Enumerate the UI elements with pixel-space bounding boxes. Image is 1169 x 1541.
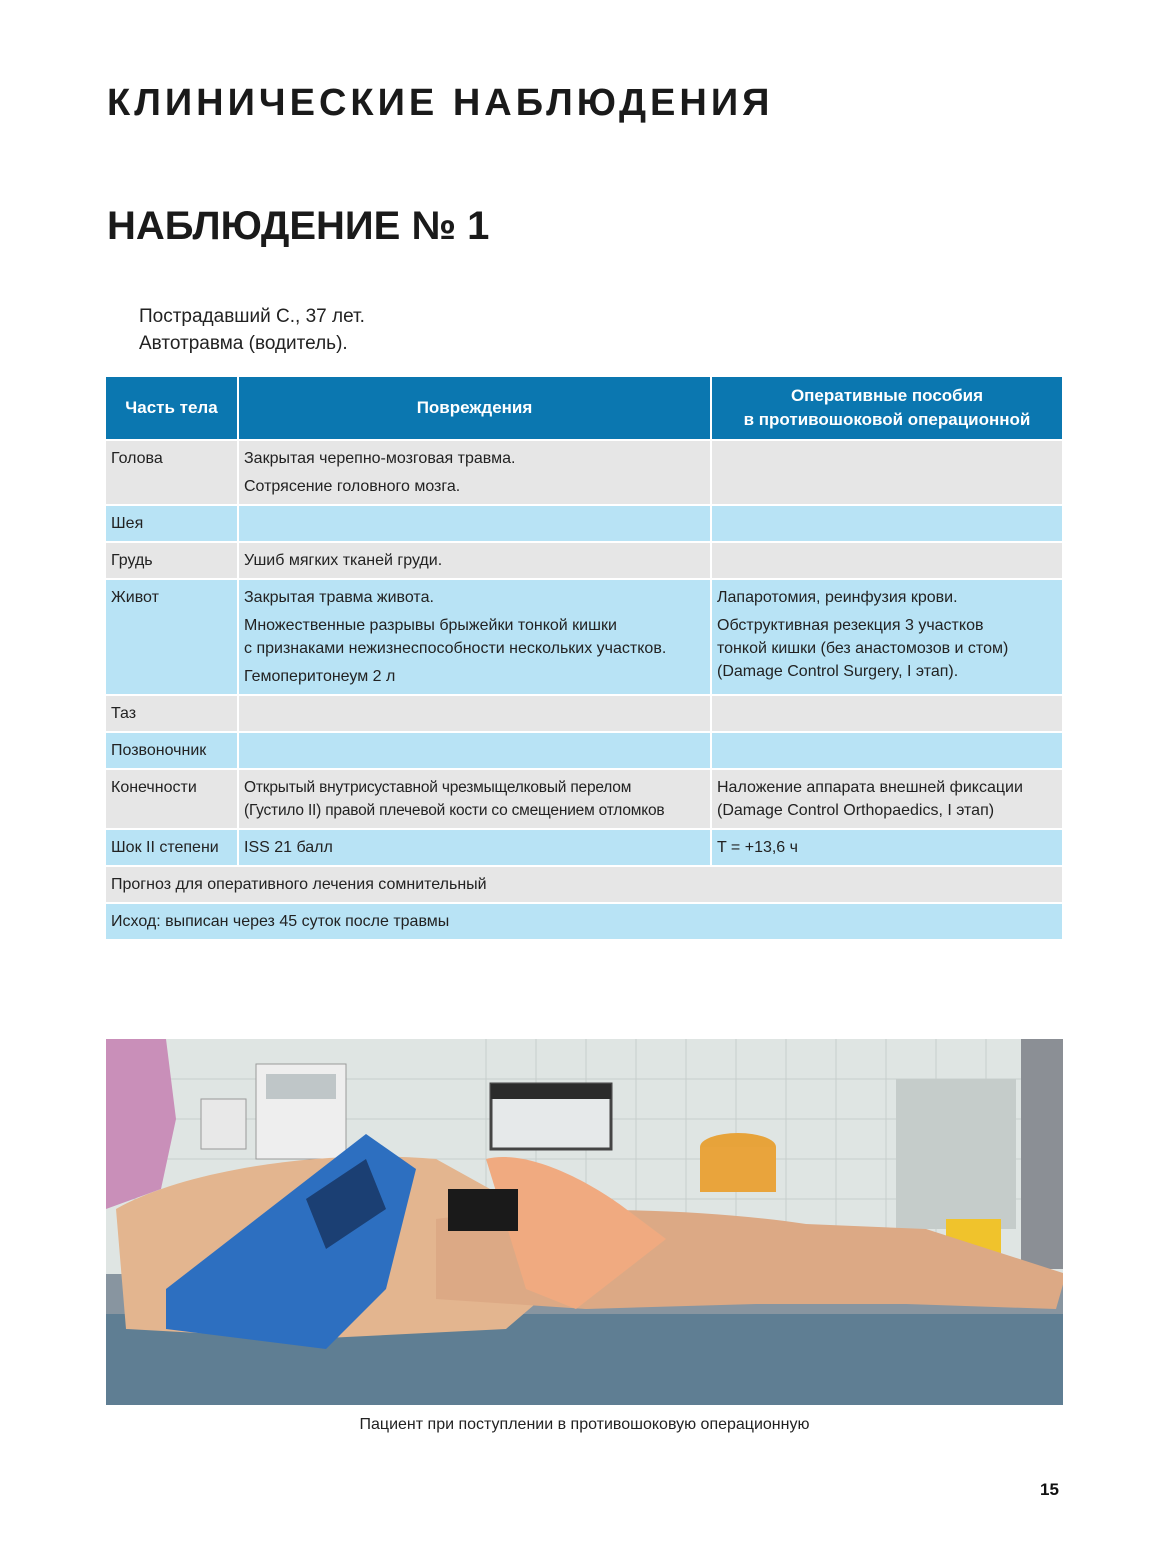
cell-body-part: Шок II степени (106, 829, 238, 866)
table-row (106, 505, 1062, 542)
header-operations (711, 377, 1062, 440)
cell-body-part: Позвоночник (106, 732, 238, 769)
injury-line: Открытый внутрисуставной чрезмыщелковый перелом (244, 779, 632, 796)
header-injuries: Повреждения (238, 377, 711, 440)
cell-injuries (238, 769, 711, 829)
cell-operations (711, 695, 1062, 732)
injury-line: Множественные разрывы брыжейки тонкой кишки (244, 617, 617, 634)
table-row (106, 440, 1062, 505)
cell-operations (711, 505, 1062, 542)
patient-photo (106, 1039, 1063, 1405)
section-title: КЛИНИЧЕСКИЕ НАБЛЮДЕНИЯ (107, 82, 774, 124)
photo-caption: Пациент при поступлении в противошоковую операционную (359, 1416, 810, 1433)
injury-line: с признаками нежизнеспособности нескольких участков. (244, 640, 667, 657)
case-title: НАБЛЮДЕНИЕ № 1 (107, 204, 490, 248)
cell-body-part: Грудь (106, 542, 238, 579)
injury-line: Сотрясение головного мозга. (244, 478, 461, 495)
prognosis-text: Прогноз для оперативного лечения сомнительный (106, 866, 1062, 903)
operation-line: тонкой кишки (без анастомозов и стом) (717, 640, 1009, 657)
table-row (106, 732, 1062, 769)
injury-line: Гемоперитонеум 2 л (244, 668, 396, 685)
cell-injuries (238, 732, 711, 769)
cell-body-part: Конечности (106, 769, 238, 829)
operation-line: Обструктивная резекция 3 участков (717, 617, 984, 634)
table-row (106, 695, 1062, 732)
operation-line: (Damage Control Orthopaedics, I этап) (717, 802, 995, 819)
cell-injuries (238, 829, 711, 866)
cell-injuries (238, 440, 711, 505)
header-body-part: Часть тела (106, 377, 238, 440)
injury-table (106, 377, 1062, 939)
outcome-row (106, 903, 1062, 939)
operation-line: T = +13,6 ч (717, 839, 798, 856)
cell-operations (711, 579, 1062, 695)
cell-injuries (238, 505, 711, 542)
cell-body-part: Шея (106, 505, 238, 542)
patient-info: Пострадавший С., 37 лет. (139, 306, 365, 327)
page-number: 15 (1040, 1480, 1059, 1499)
cell-operations (711, 440, 1062, 505)
operation-line: Лапаротомия, реинфузия крови. (717, 589, 958, 606)
patient-photo-illustration (106, 1039, 1063, 1405)
injury-line: Закрытая травма живота. (244, 589, 434, 606)
injury-line: (Густило II) правой плечевой кости со смещением отломков (244, 802, 665, 819)
cell-operations (711, 732, 1062, 769)
operation-line: (Damage Control Surgery, I этап). (717, 663, 959, 680)
table-row (106, 542, 1062, 579)
header-operations-line-1: Оперативные пособия (790, 386, 984, 405)
cell-body-part: Голова (106, 440, 238, 505)
table-header-row (106, 377, 1062, 440)
cell-operations (711, 769, 1062, 829)
trauma-type: Автотравма (водитель). (139, 333, 348, 354)
table-row (106, 829, 1062, 866)
cell-injuries (238, 542, 711, 579)
cell-operations (711, 542, 1062, 579)
cell-body-part: Таз (106, 695, 238, 732)
cell-operations (711, 829, 1062, 866)
injury-line: ISS 21 балл (244, 839, 333, 856)
operation-line: Наложение аппарата внешней фиксации (717, 779, 1023, 796)
cell-injuries (238, 695, 711, 732)
header-operations-line-2: в противошоковой операционной (743, 410, 1031, 429)
table-row (106, 579, 1062, 695)
injury-line: Ушиб мягких тканей груди. (244, 552, 443, 569)
injury-line: Закрытая черепно-мозговая травма. (244, 450, 516, 467)
table-row (106, 769, 1062, 829)
cell-injuries (238, 579, 711, 695)
cell-body-part: Живот (106, 579, 238, 695)
prognosis-row (106, 866, 1062, 903)
outcome-text: Исход: выписан через 45 суток после травмы (106, 903, 1062, 939)
